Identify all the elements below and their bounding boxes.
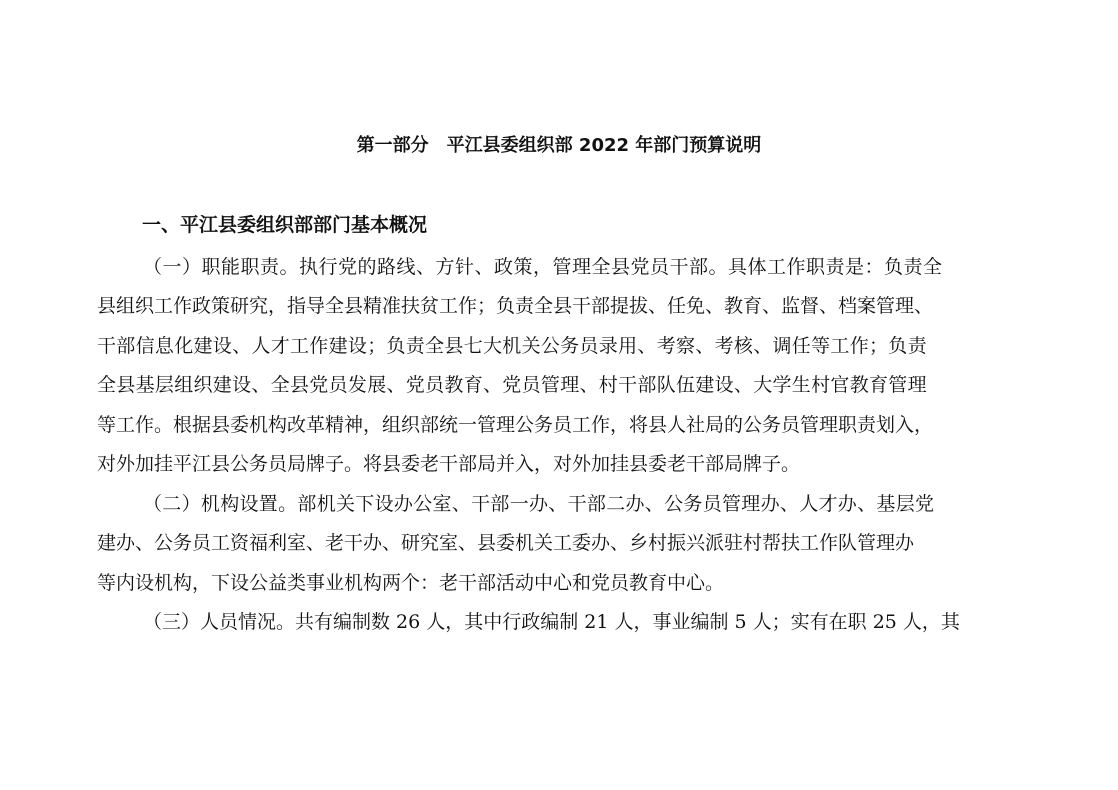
paragraph-line: （三）人员情况。共有编制数 26 人，其中行政编制 21 人，事业编制 5 人；实有在职 25 人，其 [143, 611, 960, 633]
paragraph-line: 县组织工作政策研究，指导全县精准扶贫工作；负责全县干部提拔、任免、教育、监督、档案管理、 [97, 295, 934, 317]
paragraph-line: 建办、公务员工资福利室、老干办、研究室、县委机关工委办、乡村振兴派驻村帮扶工作队管理办 [97, 532, 915, 554]
paragraph-line: 干部信息化建设、人才工作建设；负责全县七大机关公务员录用、考察、考核、调任等工作；负责 [97, 335, 927, 357]
paragraph-line: 全县基层组织建设、全县党员发展、党员教育、党员管理、村干部队伍建设、大学生村官教育管理 [97, 374, 927, 396]
section-heading: 一、平江县委组织部部门基本概况 [142, 214, 428, 236]
paragraph-line: 对外加挂平江县公务员局牌子。将县委老干部局并入，对外加挂县委老干部局牌子。 [97, 453, 801, 475]
paragraph-line: 等内设机构，下设公益类事业机构两个：老干部活动中心和党员教育中心。 [97, 572, 725, 594]
paragraph-line: （二）机构设置。部机关下设办公室、干部一办、干部二办、公务员管理办、人才办、基层党 [143, 493, 935, 515]
paragraph-line: 等工作。根据县委机构改革精神，组织部统一管理公务员工作，将县人社局的公务员管理职责划入， [97, 414, 934, 436]
document-title: 第一部分 平江县委组织部 2022 年部门预算说明 [356, 135, 762, 156]
paragraph-line: （一）职能职责。执行党的路线、方针、政策，管理全县党员干部。具体工作职责是：负责全 [143, 256, 943, 278]
